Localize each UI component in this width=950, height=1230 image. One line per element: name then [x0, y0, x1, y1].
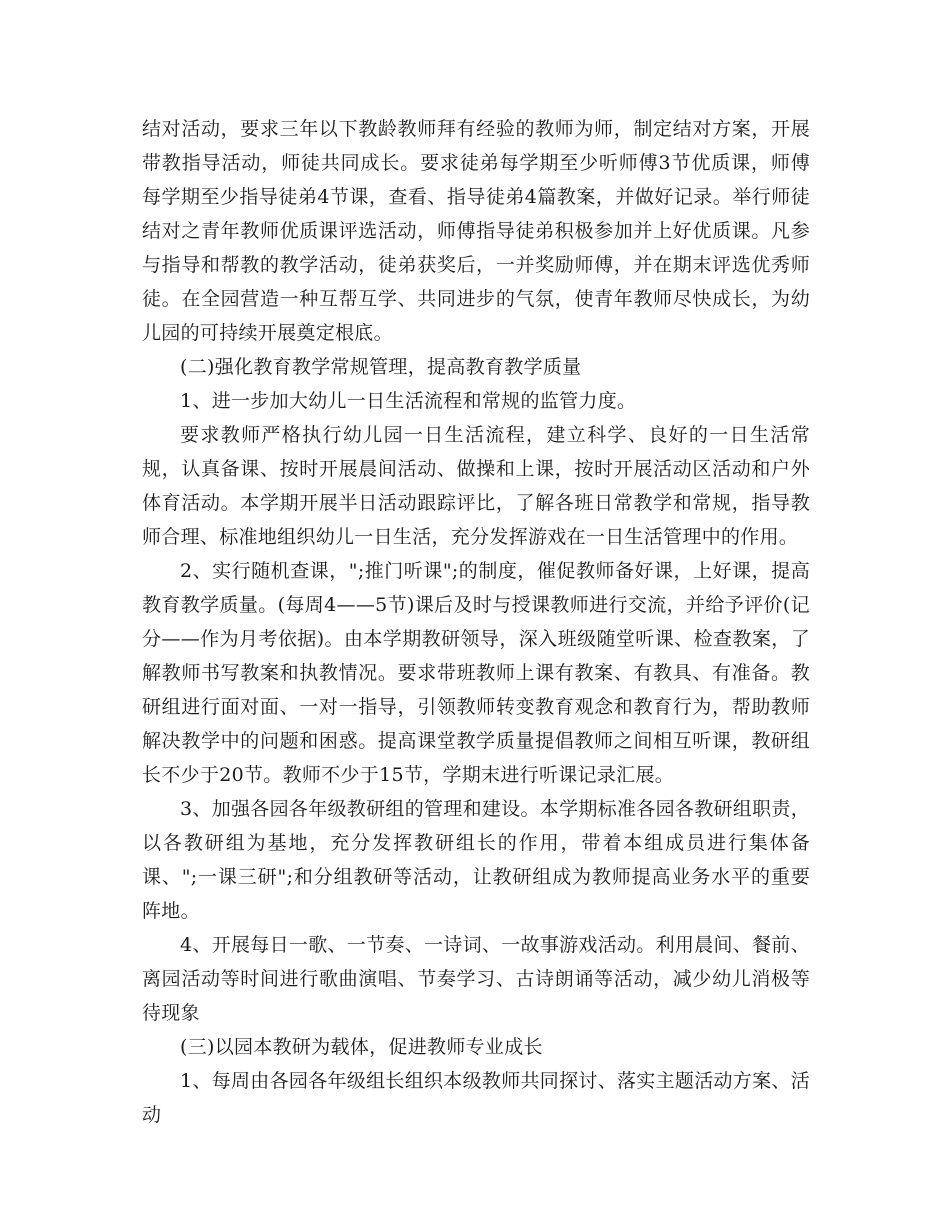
paragraph-weekly-discussion: 1、每周由各园各年级组长组织本级教师共同探讨、落实主题活动方案、活动 [142, 1070, 810, 1126]
document-body [142, 112, 810, 1132]
section-heading-routine-management: (二)强化教育教学常规管理，提高教育教学质量 [180, 356, 582, 378]
paragraph-mentorship-continuation: 结对活动，要求三年以下教龄教师拜有经验的教师为师，制定结对方案，开展带教指导活动，师徒共同成长。要求徒弟每学期至少听师傅3节优质课，师傅每学期至少指导徒弟4节课，查看、指导徒弟4篇教案，并做好记录。举行师徒结对之青年教师优质课评选活动，师傅指导徒弟积极参加并上好优质课。凡参与指导和帮教的教学活动，徒弟获奖后，一并奖励师傅，并在期末评选优秀师徒。在全园营造一种互帮互学、共同进步的气氛，使青年教师尽快成长，为幼儿园的可持续开展奠定根底。 [142, 118, 810, 344]
paragraph-daily-activities: 4、开展每日一歌、一节奏、一诗词、一故事游戏活动。利用晨间、餐前、离园活动等时间进行歌曲演唱、节奏学习、古诗朗诵等活动，减少幼儿消极等待现象 [142, 934, 810, 1024]
paragraph-daily-routine: 要求教师严格执行幼儿园一日生活流程，建立科学、良好的一日生活常规，认真备课、按时开展晨间活动、做操和上课，按时开展活动区活动和户外体育活动。本学期开展半日活动跟踪评比，了解各班日常教学和常规，指导教师合理、标准地组织幼儿一日生活，充分发挥游戏在一日生活管理中的作用。 [142, 424, 810, 548]
section-heading-professional-growth: (三)以园本教研为载体，促进教师专业成长 [180, 1036, 543, 1058]
paragraph-teaching-research-groups: 3、加强各园各年级教研组的管理和建设。本学期标准各园各教研组职责，以各教研组为基地，充分发挥教研组长的作用，带着本组成员进行集体备课、";一课三研";和分组教研等活动，让教研组成为教师提高业务水平的重要阵地。 [142, 798, 810, 922]
item-heading-daily-routine: 1、进一步加大幼儿一日生活流程和常规的监管力度。 [180, 390, 637, 412]
paragraph-random-class-inspection: 2、实行随机查课，";推门听课";的制度，催促教师备好课，上好课，提高教育教学质量。(每周4——5节)课后及时与授课教师进行交流，并给予评价(记分——作为月考依据)。由本学期教研领导，深入班级随堂听课、检查教案，了解教师书写教案和执教情况。要求带班教师上课有教案、有教具、有准备。教研组进行面对面、一对一指导，引领教师转变教育观念和教育行为，帮助教师解决教学中的问题和困惑。提高课堂教学质量提倡教师之间相互听课，教研组长不少于20节。教师不少于15节，学期末进行听课记录汇展。 [142, 560, 810, 786]
